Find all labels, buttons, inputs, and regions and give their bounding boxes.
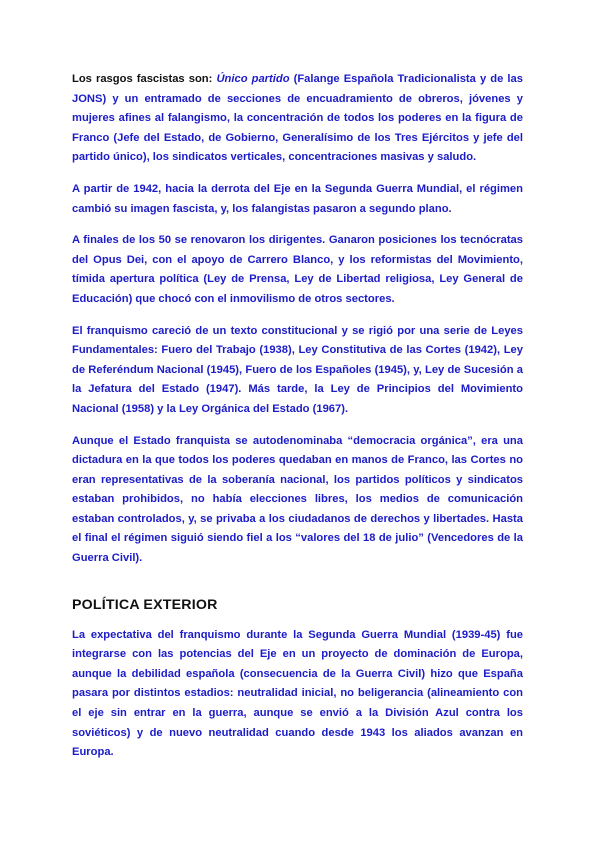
paragraph-fascist-traits (72, 70, 523, 168)
paragraph-democracia-organica: Aunque el Estado franquista se autodenominaba “democracia orgánica”, era una dictadura en la que todos los poderes quedaban en manos de Franco, las Cortes no eran representativas de la soberanía nacional, los partidos políticos y sindicatos estaban prohibidos, no había elecciones libres, los medios de comunicación estaban controlados, y, se privaba a los ciudadanos de derechos y libertades. Hasta el final el régimen siguió siendo fiel a los “valores del 18 de julio” (Vencedores de la Guerra Civil). (72, 434, 523, 565)
paragraph-50s: A finales de los 50 se renovaron los dirigentes. Ganaron posiciones los tecnócratas del Opus Dei, con el apoyo de Carrero Blanco, y los reformistas del Movimiento, tímida apertura política (Ley de Prensa, Ley de Libertad religiosa, Ley General de Educación) que chocó con el inmovilismo de otros sectores. (72, 234, 523, 305)
paragraph-politica-exterior: La expectativa del franquismo durante la Segunda Guerra Mundial (1939-45) fue integrarse con las potencias del Eje en un proyecto de dominación de Europa, aunque la debilidad española (consecuencia de la Guerra Civil) hizo que España pasara por distintos estadios: neutralidad inicial, no beligerancia (alineamiento con el eje sin entrar en la guerra, aunque se envió a la División Azul contra los soviéticos) y de nuevo neutralidad cuando desde 1943 los aliados avanzan en Europa. (72, 628, 523, 759)
section-title: POLÍTICA EXTERIOR (72, 596, 218, 613)
document-page (72, 70, 523, 763)
paragraph-text: (Falange Española Tradicionalista y de las JONS) y un entramado de secciones de encuadramiento de obreros, jóvenes y mujeres afines al falangismo, la concentración de todos los poderes en la figura de Franco (Jefe del Estado, de Gobierno, Generalísimo de los Tres Ejércitos y jefe del partido único), los sindicatos verticales, concentraciones masivas y saludo. (72, 73, 523, 164)
paragraph-1942: A partir de 1942, hacia la derrota del Eje en la Segunda Guerra Mundial, el régimen cambió su imagen fascista, y, los falangistas pasaron a segundo plano. (72, 182, 523, 215)
paragraph-leyes-fundamentales: El franquismo careció de un texto constitucional y se rigió por una serie de Leyes Fundamentales: Fuero del Trabajo (1938), Ley Constitutiva de las Cortes (1942), Ley de Referéndum Nacional (1945), Fuero de los Españoles (1945), y, Ley de Sucesión a la Jefatura del Estado (1947). Más tarde, la Ley de Principios del Movimiento Nacional (1958) y la Ley Orgánica del Estado (1967). (72, 324, 523, 415)
paragraph-italic: Único partido (216, 73, 290, 85)
paragraph-lead: Los rasgos fascistas son: (72, 73, 217, 85)
